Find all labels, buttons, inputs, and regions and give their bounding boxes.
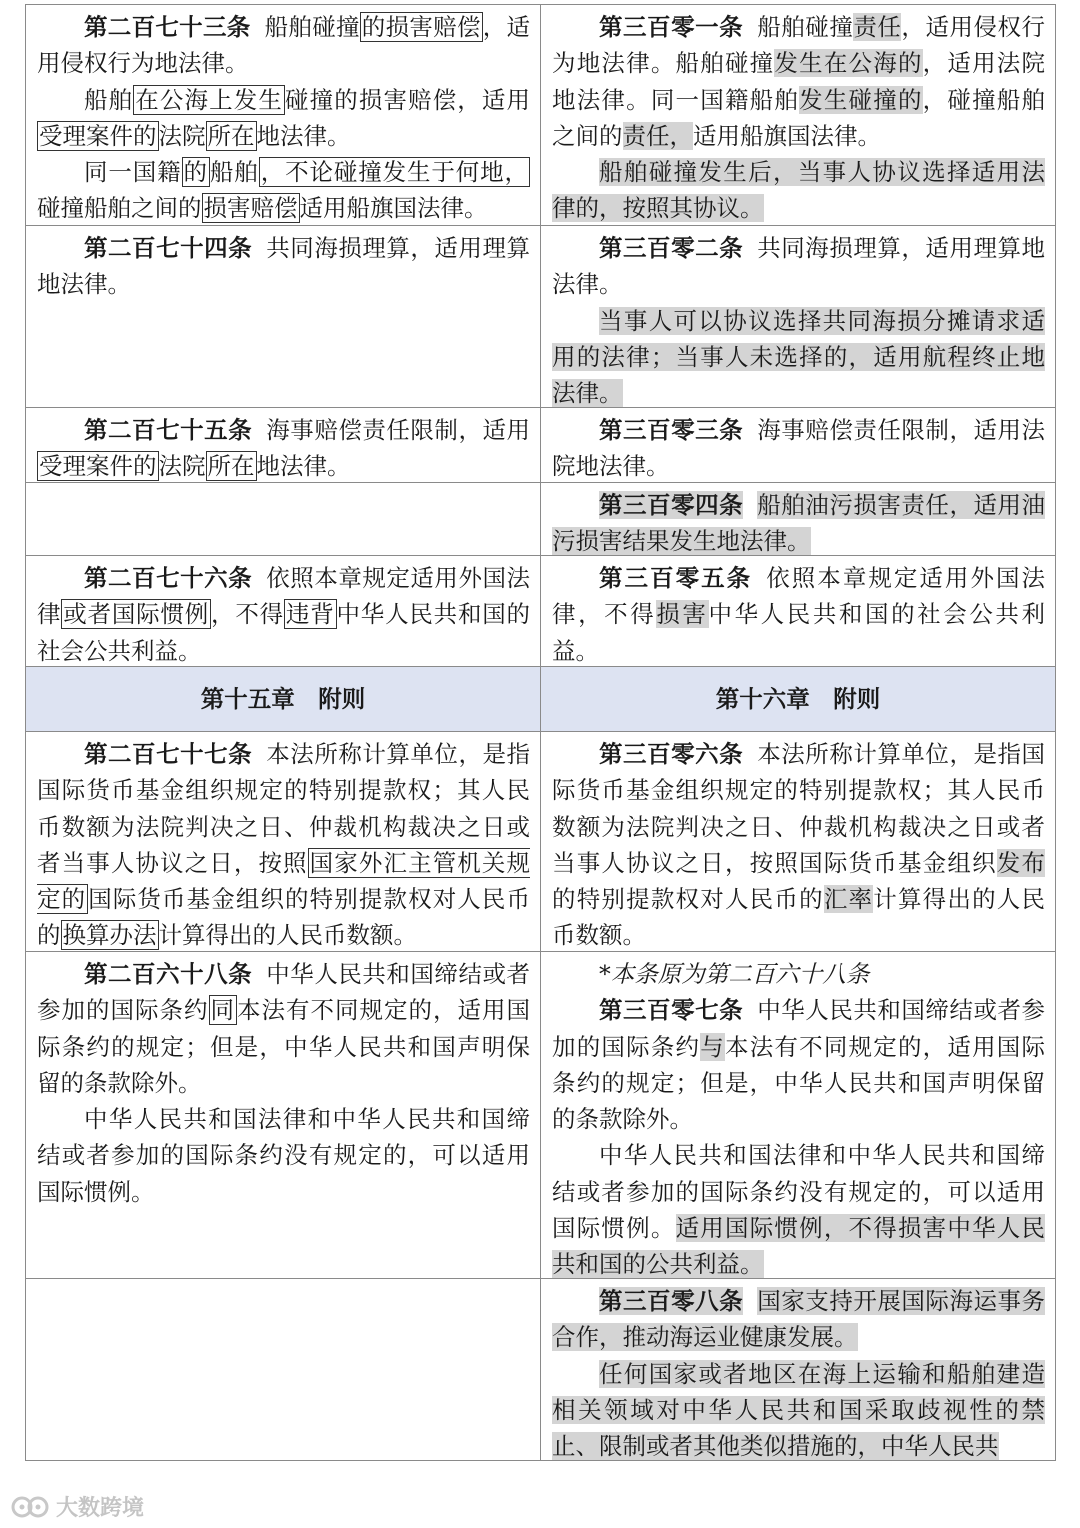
source-note: *本条原为第二百六十八条 xyxy=(599,960,870,988)
text: 海事赔偿责任限制，适用法院地法律。 xyxy=(552,416,1046,481)
text: 船舶碰撞 xyxy=(264,13,360,41)
boxed-change: 受理案件的 xyxy=(39,452,157,481)
highlight-change: 当事人可以协议选择共同海损分摊请求适用的法律；当事人未选择的，适用航程终止地法律。 xyxy=(552,306,1045,408)
text: 中华人民共和国法律和中华人民共和国缔结或者参加的国际条约没有规定的，可以适用国际惯例。 xyxy=(37,1105,530,1206)
boxed-change: 的 xyxy=(183,158,208,187)
boxed-change: 的损害赔偿 xyxy=(361,13,481,41)
highlight-change: 国家支持开展国际海运事务合作，推动海运业健康发展。 xyxy=(552,1287,1046,1352)
old-article-273 xyxy=(26,5,541,226)
brand-logo-icon xyxy=(10,1494,52,1520)
article-number: 第二百六十八条 xyxy=(84,960,253,988)
article-number: 第二百七十五条 xyxy=(84,416,253,444)
text: 共同海损理算，适用理算地法律。 xyxy=(552,234,1046,299)
boxed-change: 违背 xyxy=(285,600,335,629)
boxed-change: 同 xyxy=(210,996,235,1025)
watermark xyxy=(10,1491,144,1522)
highlight-change: 与 xyxy=(700,1032,725,1061)
new-article-301 xyxy=(541,5,1056,226)
article-number: 第二百七十六条 xyxy=(84,564,253,592)
text: 中华人民共和国法律和中华人民共和国缔结或者参加的国际条约没有规定的，可以适用国际惯例。 xyxy=(552,1141,1045,1243)
article-number: 第二百七十七条 xyxy=(84,740,253,768)
highlight-change: 责任， xyxy=(622,121,693,150)
highlight-change: 船舶油污损害责任，适用油污损害结果发生地法律。 xyxy=(552,491,1046,556)
highlight-change: 发布 xyxy=(996,848,1046,877)
boxed-change: 换算办法 xyxy=(62,921,157,950)
watermark-text: 大数跨境 xyxy=(56,1496,145,1521)
boxed-change: 损害赔偿 xyxy=(203,194,298,223)
chapter-title-new xyxy=(541,667,1056,732)
chapter-title-old xyxy=(26,667,541,732)
text: ，碰撞船舶之间的 xyxy=(552,85,1046,150)
old-article-275 xyxy=(26,408,541,483)
article-number: 第二百七十四条 xyxy=(84,234,253,262)
chapter-row xyxy=(26,667,1056,732)
text: 第十六章 附则 xyxy=(715,684,881,713)
text: 第十五章 附则 xyxy=(200,684,366,713)
article-number: 第三百零六条 xyxy=(599,740,744,768)
highlight-change: 任何国家或者地区在海上运输和船舶建造相关领域对中华人民共和国采取歧视性的禁止、限制或者其他类似措施的，中华人民共 xyxy=(552,1359,1045,1461)
boxed-change: 所在 xyxy=(207,121,255,150)
article-number: 第三百零一条 xyxy=(599,13,744,41)
table-row xyxy=(26,226,1056,408)
table-row xyxy=(26,5,1056,226)
highlight-change: 责任 xyxy=(853,13,902,41)
article-number: 第三百零二条 xyxy=(599,234,744,262)
table-row xyxy=(26,1279,1056,1461)
text: ，适用侵权行为地法律。 xyxy=(37,13,531,78)
text: 中华人民共和国的社会公共利益。 xyxy=(37,600,531,665)
highlight-change: 发生碰撞的 xyxy=(799,85,923,114)
table-row xyxy=(26,952,1056,1279)
empty-cell xyxy=(26,1279,541,1461)
old-article-276 xyxy=(26,556,541,667)
boxed-change: 或者国际惯例 xyxy=(63,600,210,629)
boxed-change: 国家外汇主管机关规定的 xyxy=(37,848,531,914)
comparison-table xyxy=(25,4,1056,1461)
text: 的特别提款权对人民币的 xyxy=(552,885,824,914)
article-number: 第二百七十三条 xyxy=(84,13,251,41)
article-number: 第三百零八条 xyxy=(599,1287,744,1315)
old-article-274 xyxy=(26,226,541,408)
new-article-305 xyxy=(541,556,1056,667)
boxed-change: 所在 xyxy=(207,452,255,481)
article-number: 第三百零四条 xyxy=(599,491,744,519)
new-article-308 xyxy=(541,1279,1056,1461)
new-article-304 xyxy=(541,483,1056,556)
table-row xyxy=(26,483,1056,556)
highlight-change: 适用国际惯例，不得损害中华人民共和国的公共利益。 xyxy=(552,1214,1046,1279)
boxed-change: 受理案件的 xyxy=(39,121,157,150)
new-article-306 xyxy=(541,732,1056,952)
text: ，适用侵权行为地法律。船舶碰撞 xyxy=(552,13,1046,78)
text: 船舶 xyxy=(84,85,134,114)
text: 共同海损理算，适用理算地法律。 xyxy=(37,234,531,299)
text: 中华人民共和国的社会公共利益。 xyxy=(552,600,1046,665)
text: 船舶 xyxy=(209,158,259,187)
article-number: 第三百零五条 xyxy=(599,564,753,592)
text: 海事赔偿责任限制，适用 xyxy=(266,416,531,444)
table-row xyxy=(26,732,1056,952)
article-number: 第三百零三条 xyxy=(599,416,744,444)
new-article-303 xyxy=(541,408,1056,483)
text: 地法律。 xyxy=(256,121,351,150)
highlight-change: 汇率 xyxy=(823,885,874,914)
text: ，不得 xyxy=(211,600,284,629)
text: 计算得出的人民币数额。 xyxy=(158,921,417,950)
text: 碰撞的损害赔偿，适用 xyxy=(284,85,531,114)
boxed-change: 在公海上发生 xyxy=(135,85,283,114)
new-article-302 xyxy=(541,226,1056,408)
text: 适用船旗国法律。 xyxy=(693,121,881,150)
text: 本法有不同规定的，适用国际条约的规定；但是，中华人民共和国声明保留的条款除外。 xyxy=(37,996,530,1097)
highlight-change: 船舶碰撞发生后，当事人协议选择适用法律的，按照其协议。 xyxy=(552,158,1045,223)
highlight-change: 损害 xyxy=(656,600,709,629)
text: 本法所称计算单位，是指国际货币基金组织规定的特别提款权；其人民币数额为法院判决之日、仲裁机构裁决之日或者当事人协议之日，按照 xyxy=(37,740,531,877)
article-number: 第三百零七条 xyxy=(599,996,744,1025)
text: 依照本章规定适用外国法律 xyxy=(37,564,531,629)
text: 适用船旗国法律。 xyxy=(299,194,488,223)
highlight-change: 发生在公海的 xyxy=(774,49,923,78)
old-article-277 xyxy=(26,732,541,952)
text: 船舶碰撞 xyxy=(757,13,854,41)
text: ，适用法院地法律。同一国籍船舶 xyxy=(552,49,1046,114)
table-row xyxy=(26,556,1056,667)
text: 法院 xyxy=(158,121,206,150)
text: 本法有不同规定的，适用国际条约的规定；但是，中华人民共和国声明保留的条款除外。 xyxy=(552,1032,1046,1134)
table-row xyxy=(26,408,1056,483)
empty-cell xyxy=(26,483,541,556)
text: 国际货币基金组织的特别提款权对人民币的 xyxy=(37,885,531,950)
text: 计算得出的人民币数额。 xyxy=(552,885,1046,950)
text: 中华人民共和国缔结或者参加的国际条约 xyxy=(37,960,531,1025)
text: 本法所称计算单位，是指国际货币基金组织规定的特别提款权；其人民币数额为法院判决之日、仲裁机构裁决之日或者当事人协议之日，按照国际货币基金组织 xyxy=(552,740,1046,877)
text: 依照本章规定适用外国法律，不得 xyxy=(552,564,1046,629)
text: 同一国籍 xyxy=(84,158,182,187)
text: 中华人民共和国缔结或者参加的国际条约 xyxy=(552,996,1046,1061)
text: 地法律。 xyxy=(256,452,351,481)
text: 法院 xyxy=(158,452,206,481)
new-article-307 xyxy=(541,952,1056,1279)
boxed-change: ，不论碰撞发生于何地， xyxy=(260,158,529,187)
old-article-268 xyxy=(26,952,541,1279)
text: 碰撞船舶之间的 xyxy=(37,194,202,223)
